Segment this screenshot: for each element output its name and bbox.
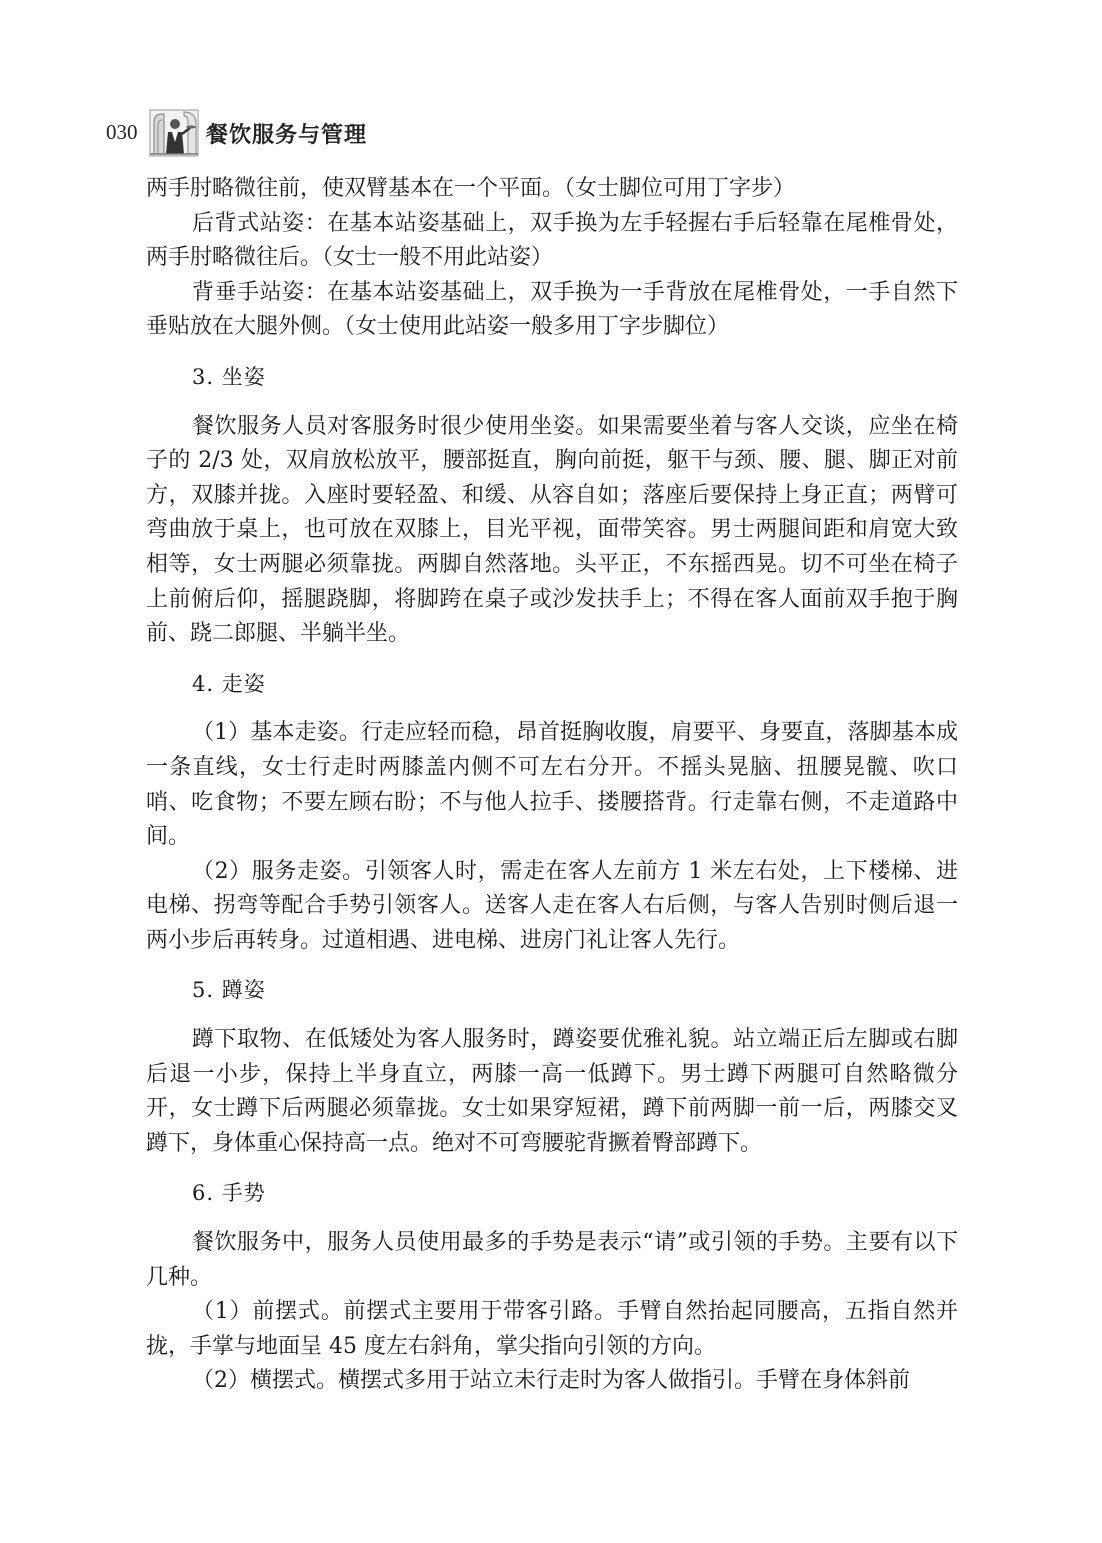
- page-header: [106, 108, 1006, 160]
- section-heading-walking: 4. 走姿: [192, 671, 266, 696]
- paragraph-front-swing: （1）前摆式。前摆式主要用于带客引路。手臂自然抬起同腰高，五指自然并拢，手掌与地面呈 45 度左右斜角，掌尖指向引领的方向。: [146, 1299, 958, 1359]
- paragraph-basic-walking: （1）基本走姿。行走应轻而稳，昂首挺胸收腹，肩要平、身要直，落脚基本成一条直线，女士行走时两膝盖内侧不可左右分开。不摇头晃脑、扭腰晃髋、吹口哨、吃食物；不要左顾右盼；不与他人拉手、搂腰搭背。行走靠右侧，不走道路中间。: [146, 720, 958, 850]
- paragraph-1: 两手肘略微往前，使双臂基本在一个平面。（女士脚位可用丁字步）: [146, 176, 796, 201]
- paragraph-sitting: 餐饮服务人员对客服务时很少使用坐姿。如果需要坐着与客人交谈，应坐在椅子的 2/3 处，双肩放松放平，腰部挺直，胸向前挺，躯干与颈、腰、腿、脚正对前方，双膝并拢。入座时要轻盈、和缓、从容自如；落座后要保持上身正直；两臂可弯曲放于桌上，也可放在双膝上，目光平视，面带笑容。男士两腿间距和肩宽大致相等，女士两腿必须靠拢。两脚自然落地。头平正，不东摇西晃。切不可坐在椅子上前俯后仰，摇腿跷脚，将脚跨在桌子或沙发扶手上；不得在客人面前双手抱于胸前、跷二郎腿、半躺半坐。: [146, 413, 958, 647]
- paragraph-horizontal-swing: （2）横摆式。横摆式多用于站立未行走时为客人做指引。手臂在身体斜前: [192, 1368, 910, 1394]
- section-heading-gestures: 6. 手势: [192, 1181, 266, 1206]
- book-title: 餐饮服务与管理: [206, 123, 368, 148]
- paragraph-gestures-intro: 餐饮服务中，服务人员使用最多的手势是表示“请”或引领的手势。主要有以下几种。: [146, 1230, 958, 1290]
- paragraph-hand-down-standing: 背垂手站姿：在基本站姿基础上，双手换为一手背放在尾椎骨处，一手自然下垂贴放在大腿外侧。（女士使用此站姿一般多用丁字步脚位）: [146, 279, 958, 340]
- section-heading-squatting: 5. 蹲姿: [192, 978, 266, 1003]
- paragraph-squatting: 蹲下取物、在低矮处为客人服务时，蹲姿要优雅礼貌。站立端正后左脚或右脚后退一小步，保持上半身直立，两膝一高一低蹲下。男士蹲下两腿可自然略微分开，女士蹲下后两腿必须靠拢。女士如果穿短裙，蹲下前两脚一前一后，两膝交叉蹲下，身体重心保持高一点。绝对不可弯腰驼背撅着臀部蹲下。: [146, 1027, 958, 1156]
- waiter-logo-icon: [148, 108, 200, 158]
- paragraph-back-standing: 后背式站姿：在基本站姿基础上，双手换为左手轻握右手后轻靠在尾椎骨处，两手肘略微往后。（女士一般不用此站姿）: [146, 210, 958, 271]
- page-number: 030: [106, 120, 138, 144]
- body-text: [146, 172, 958, 1399]
- paragraph-service-walking: （2）服务走姿。引领客人时，需走在客人左前方 1 米左右处，上下楼梯、进电梯、拐弯等配合手势引领客人。送客人走在客人右后侧，与客人告别时侧后退一两小步后再转身。过道相遇、进电梯、进房门礼让客人先行。: [146, 858, 958, 953]
- section-heading-sitting: 3. 坐姿: [192, 364, 266, 389]
